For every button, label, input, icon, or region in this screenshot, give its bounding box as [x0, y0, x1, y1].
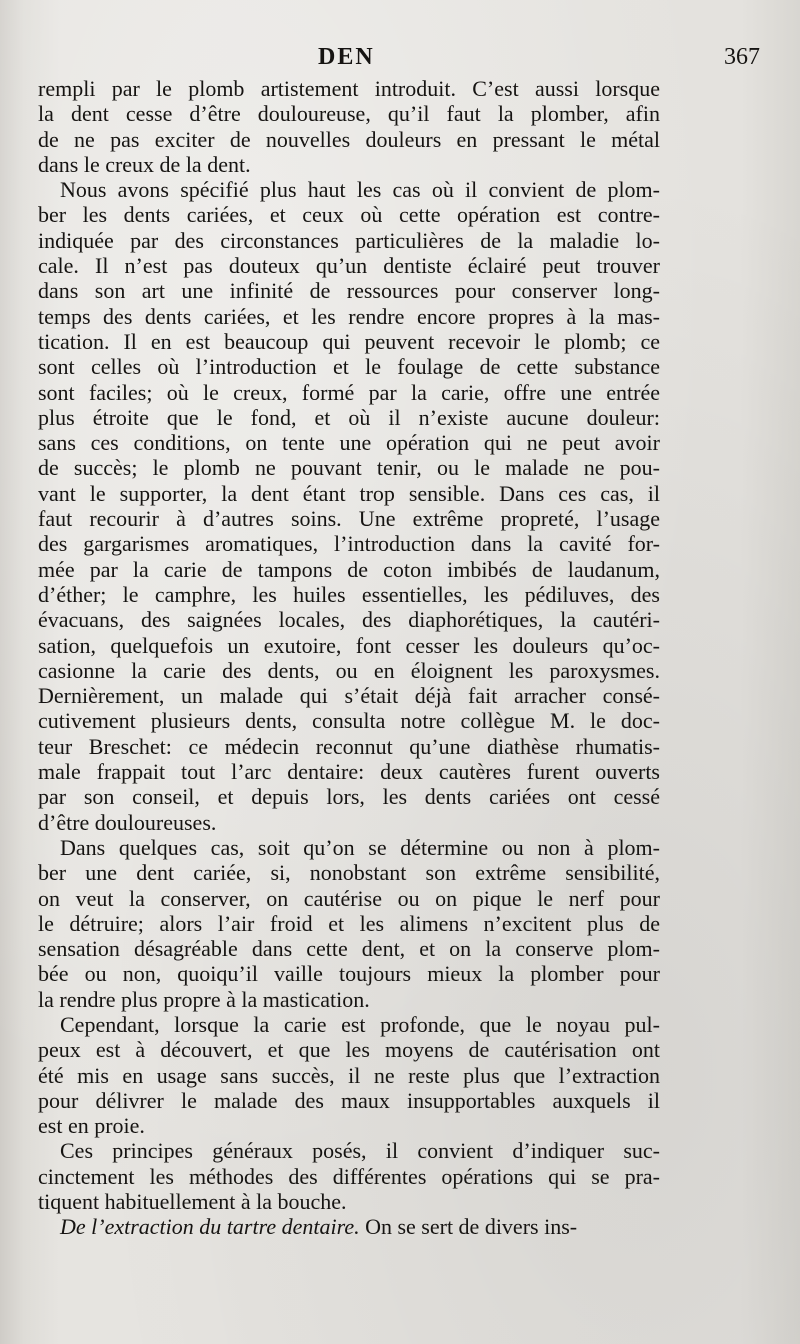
- page-number: 367: [724, 44, 760, 70]
- text-line: dans le creux de la dent.: [38, 151, 251, 177]
- text-line: d’éther; le camphre, les huiles essentielles, les pédiluves, des: [38, 581, 660, 607]
- text-line: la dent cesse d’être douloureuse, qu’il faut la plomber, afin: [38, 101, 660, 127]
- text-fragment: On se sert de divers ins-: [359, 1214, 578, 1240]
- text-line: tication. Il en est beaucoup qui peuvent recevoir le plomb; ce: [38, 328, 660, 354]
- text-line: d’être douloureuses.: [38, 809, 217, 835]
- body-text: [38, 76, 660, 1240]
- text-line: cinctement les méthodes des différentes opérations qui se pra-: [38, 1163, 660, 1189]
- text-line: Cependant, lorsque la carie est profonde, que le noyau pul-: [60, 1011, 660, 1037]
- section-heading: De l’extraction du tartre dentaire.: [60, 1214, 360, 1240]
- text-line: Dans quelques cas, soit qu’on se détermine ou non à plom-: [60, 834, 660, 860]
- text-line: la rendre plus propre à la mastication.: [38, 986, 370, 1012]
- page-header: [38, 44, 760, 76]
- text-line: ber les dents cariées, et ceux où cette opération est contre-: [38, 202, 660, 228]
- text-line: faut recourir à d’autres soins. Une extrême propreté, l’usage: [38, 506, 660, 532]
- text-line: sont faciles; où le creux, formé par la carie, offre une entrée: [38, 379, 660, 405]
- text-line: de succès; le plomb ne pouvant tenir, ou le malade ne pou-: [38, 455, 660, 481]
- text-line: indiquée par des circonstances particulières de la maladie lo-: [38, 227, 660, 253]
- text-line: évacuans, des saignées locales, des diaphorétiques, la cautéri-: [38, 607, 660, 633]
- text-line: des gargarismes aromatiques, l’introduction dans la cavité for-: [38, 531, 660, 557]
- section-heading-line: [38, 1214, 660, 1239]
- text-line: bée ou non, quoiqu’il vaille toujours mieux la plomber pour: [38, 961, 660, 987]
- text-line: Ces principes généraux posés, il convient d’indiquer suc-: [60, 1138, 660, 1164]
- text-line: Dernièrement, un malade qui s’était déjà fait arracher consé-: [38, 683, 660, 709]
- text-line: pour délivrer le malade des maux insupportables auxquels il: [38, 1087, 660, 1113]
- text-line: male frappait tout l’arc dentaire: deux cautères furent ouverts: [38, 759, 660, 785]
- text-line: plus étroite que le fond, et où il n’existe aucune douleur:: [38, 404, 660, 430]
- text-line: sont celles où l’introduction et le foulage de cette substance: [38, 354, 660, 380]
- text-line: le détruire; alors l’air froid et les alimens n’excitent plus de: [38, 910, 660, 936]
- text-line: sensation désagréable dans cette dent, et on la conserve plom-: [38, 936, 660, 962]
- text-line: de ne pas exciter de nouvelles douleurs en pressant le métal: [38, 126, 660, 152]
- text-line: cutivement plusieurs dents, consulta notre collègue M. le doc-: [38, 708, 660, 734]
- text-line: par son conseil, et depuis lors, les dents cariées ont cessé: [38, 784, 660, 810]
- text-line: on veut la conserver, on cautérise ou on pique le nerf pour: [38, 885, 660, 911]
- text-line: ber une dent cariée, si, nonobstant son extrême sensibilité,: [38, 860, 660, 886]
- text-line: Nous avons spécifié plus haut les cas où il convient de plom-: [60, 177, 660, 203]
- text-line: sans ces conditions, on tente une opération qui ne peut avoir: [38, 430, 660, 456]
- text-line: cale. Il n’est pas douteux qu’un dentiste éclairé peut trouver: [38, 253, 660, 279]
- text-line: mée par la carie de tampons de coton imbibés de laudanum,: [38, 556, 660, 582]
- text-line: vant le supporter, la dent étant trop sensible. Dans ces cas, il: [38, 480, 660, 506]
- text-line: rempli par le plomb artistement introduit. C’est aussi lorsque: [38, 76, 660, 101]
- text-line: temps des dents cariées, et les rendre encore propres à la mas-: [38, 303, 660, 329]
- running-head: DEN: [318, 44, 375, 70]
- text-line: est en proie.: [38, 1113, 145, 1139]
- text-line: dans son art une infinité de ressources pour conserver long-: [38, 278, 660, 304]
- text-line: été mis en usage sans succès, il ne reste plus que l’extraction: [38, 1062, 660, 1088]
- text-line: tiquent habituellement à la bouche.: [38, 1189, 347, 1215]
- text-line: sation, quelquefois un exutoire, font cesser les douleurs qu’oc-: [38, 632, 660, 658]
- text-line: teur Breschet: ce médecin reconnut qu’une diathèse rhumatis-: [38, 733, 660, 759]
- text-line: peux est à découvert, et que les moyens de cautérisation ont: [38, 1037, 660, 1063]
- text-line: casionne la carie des dents, ou en éloignent les paroxysmes.: [38, 657, 660, 683]
